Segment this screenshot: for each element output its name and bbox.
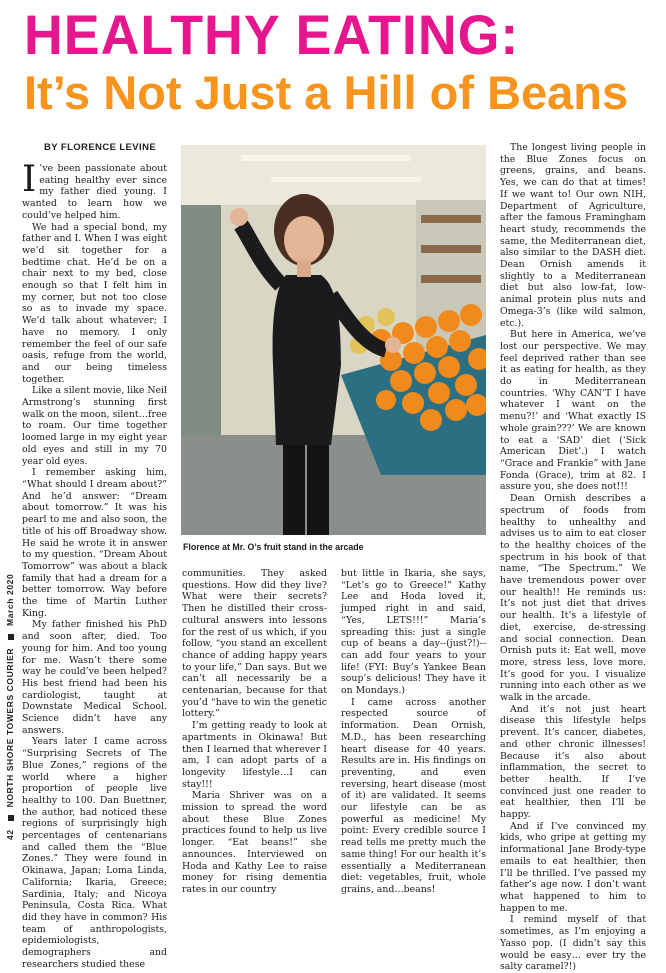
article-paragraph: but little in Ikaria, she says, “Let’s go to Greece!” Kathy Lee and Hoda loved it, jumped right in and said, “Yes, LETS!!!” Maria’s spreading this: just a single cup of beans a day--(just?!)--can add four years to your life! (FYI: Buy’s Yankee Bean soup’s delicious! They have it on Mondays.) xyxy=(341,568,486,697)
article-paragraph: communities. They asked questions. How did they live? What were their secrets? Then he distilled their cross-cultural answers into lessons for the rest of us which, if you follow, “you stand an excellent chance of adding happy years to your life,” Dan says. But we can’t all necessarily be a centenarian, because for that you’d “have to win the genetic lottery.” xyxy=(182,568,327,720)
article-column-3 xyxy=(341,568,486,896)
article-column-2 xyxy=(182,568,327,896)
photo-illustration xyxy=(181,145,486,535)
article-paragraph: My father finished his PhD and soon after, died. Too young for him. And too young for me. Wasn’t there some way he could’ve been helped? His best friend had been his cardiologist, taught at Downstate Medical School. Science didn’t have any answers. xyxy=(22,619,167,736)
publication-name: NORTH SHORE TOWERS COURIER xyxy=(5,647,15,808)
article-paragraph: Years later I came across “Surprising Secrets of The Blue Zones,” regions of the world where a higher proportion of people live healthy to 100. Dan Buettner, the author, had noticed these regions of surprisingly high percentages of centenarians and called them the “Blue Zones.” They were found in Okinawa, Japan; Loma Linda, California; Ikaria, Greece; Sardinia, Italy; and Nicoya Peninsula, Costa Rica. What did they have in common? His team of anthropologists, epidemiologists, demographers and researchers studied these xyxy=(22,736,167,970)
article-paragraph: And it’s not just heart disease this lifestyle helps prevent. It’s cancer, diabetes, and other chronic illnesses! Because it’s also about inflammation, the secret to better health. If I’ve convinced just one reader to eat healthier, then I’ll be happy. xyxy=(500,703,646,821)
byline: BY FLORENCE LEVINE xyxy=(44,142,157,153)
folio xyxy=(0,520,20,846)
paragraph-text: ’ve been passionate about eating healthy ever since my father died young. I wanted to learn how we could’ve helped him. xyxy=(22,163,167,221)
folio-separator xyxy=(8,815,14,821)
article-paragraph: Like a silent movie, like Neil Armstrong’s stunning first walk on the moon, silent…free to roam. Our time together loomed large in my eight year old eyes and still in my 70 year old eyes. xyxy=(22,385,167,467)
subheadline: It’s Not Just a Hill of Beans xyxy=(24,66,629,119)
article-column-1 xyxy=(22,159,167,971)
photo-caption: Florence at Mr. O’s fruit stand in the arcade xyxy=(183,542,364,552)
article-paragraph xyxy=(22,159,167,222)
article-paragraph: The longest living people in the Blue Zones focus on greens, grains, and beans. Yes, we can do that at times! If we want to! Our own NIH, Department of Agriculture, after the famous Framingham heart study, recommends the same, the Mediterranean diet, also similar to the DASH diet. Dean Ornish amends it slightly to a Mediterranean diet but also low-fat, low-animal protein plus nuts and Omega-3’s (like wild salmon, etc.). xyxy=(500,142,646,329)
article-paragraph: We had a special bond, my father and I. When I was eight we’d sit together for a bedtime chat. He’d be on a chair next to my bed, close enough so that I felt him in my corner, but not too close so as to invade my space. We’d talk about whatever; I have no memory. I only remember the feel of our safe oasis, refuge from the world, and our being timeless together. xyxy=(22,221,167,385)
issue-date: March 2020 xyxy=(5,573,15,626)
article-paragraph: And if I’ve convinced my kids, who gripe at getting my informational Jane Brody-type emails to eat healthier, then I’ll be thrilled. I’ve passed my father’s age now. I don’t want what happened to him to happen to me. xyxy=(500,820,646,914)
article-paragraph: I came across another respected source of information. Dean Ornish, M.D., has been researching heart disease for 40 years. Results are in. His findings on preventing, and even reversing, heart disease (most of it) are validated. It seems our lifestyle can be as powerful as medicine! My point: Every credible source I read tells me pretty much the same thing! For our health it’s essentially a Mediterranean diet: vegetables, fruit, whole grains, and…beans! xyxy=(341,696,486,895)
article-paragraph: Dean Ornish describes a spectrum of foods from healthy to unhealthy and advises us to aim to eat closer to the healthy choices of the spectrum in his book of that name, “The Spectrum.” We have tremendous power over our health!! He reminds us: It’s not just diet that drives our health. It’s a lifestyle of diet, exercise, de-stressing and social connection. Dean Ornish puts it: Eat well, move more, stress less, love more. It’s good for you. I visualize running into each other as we walk in the arcade. xyxy=(500,493,646,704)
article-column-4 xyxy=(500,142,646,973)
page-number: 42 xyxy=(5,829,15,840)
folio-separator xyxy=(8,634,14,640)
article-paragraph: I remember asking him, “What should I dream about?” And he’d answer: “Dream about tomorrow.” It was his pearl to me and also soon, the title of his off Broadway show. He said he wrote it in answer to my question. “Dream About Tomorrow” was about a black family that had a dream for a better tomorrow. Way before the time of Martin Luther King. xyxy=(22,467,167,619)
article-paragraph: I’m getting ready to look at apartments in Okinawa! But then I learned that wherever I am, I can adopt parts of a longevity lifestyle…I can stay!!! xyxy=(182,720,327,790)
drop-cap: I xyxy=(22,159,37,200)
article-paragraph: But here in America, we’ve lost our perspective. We may feel deprived rather than see it as eating for health, as they do in Mediterranean countries. ‘Why CAN’T I have whatever I want on the menu?!’ and ‘What exactly IS whole grain???’ We are known to eat a ‘SAD’ diet (‘Sick American Diet’.) I watch “Grace and Frankie” with Jane Fonda (Grace), trim at 82. I assure you, she does not!!! xyxy=(500,329,646,493)
headline: HEALTHY EATING: xyxy=(24,3,520,66)
article-paragraph: Maria Shriver was on a mission to spread the word about these Blue Zones practices found to help us live longer. “Eat beans!” she announces. Interviewed on Hoda and Kathy Lee to raise money for rising dementia rates in our country xyxy=(182,790,327,895)
article-photo xyxy=(181,145,486,535)
article-paragraph: I remind myself of that sometimes, as I’m enjoying a Yasso pop. (I didn’t say this would be easy… ever try the salty caramel?!) xyxy=(500,914,646,973)
